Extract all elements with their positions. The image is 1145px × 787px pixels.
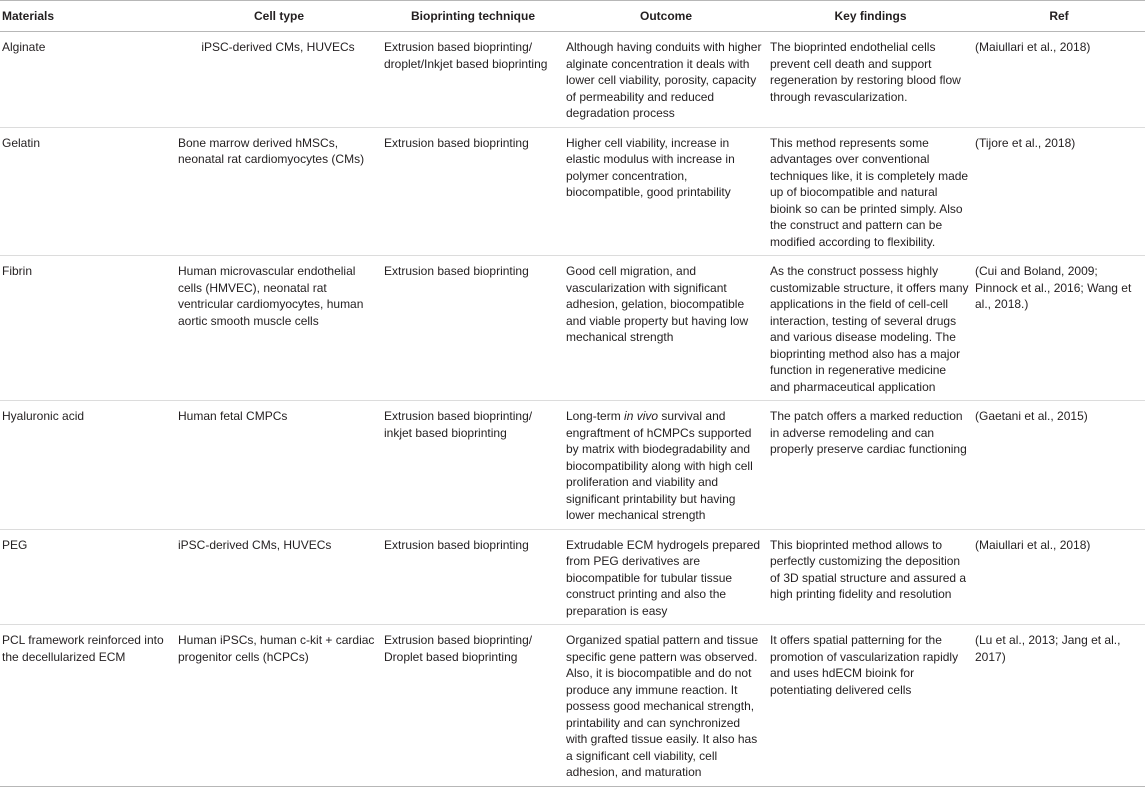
cell-outcome: Good cell migration, and vascularization with significant adhesion, gelation, biocompatible and viable property but having low mechanical strength — [564, 256, 768, 401]
cell-findings: The patch offers a marked reduction in adverse remodeling and can properly preserve cardiac functioning — [768, 401, 973, 530]
outcome-prefix: Long-term — [566, 409, 625, 423]
header-outcome: Outcome — [564, 1, 768, 32]
cell-technique: Extrusion based bioprinting/ Droplet based bioprinting — [382, 625, 564, 787]
cell-outcome: Organized spatial pattern and tissue specific gene pattern was observed. Also, it is biocompatible and do not produce any immune reaction. It possess good mechanical strength, printability and can synchronized with grafted tissue easily. It also has a significant cell viability, cell adhesion, and maturation — [564, 625, 768, 787]
cell-cell-type: Human microvascular endothelial cells (HMVEC), neonatal rat ventricular cardiomyocytes, human aortic smooth muscle cells — [176, 256, 382, 401]
cell-ref: (Maiullari et al., 2018) — [973, 32, 1145, 128]
table-row — [0, 625, 1145, 787]
outcome-italic: in vivo — [624, 409, 659, 423]
cell-technique: Extrusion based bioprinting — [382, 529, 564, 625]
outcome-suffix: survival and engraftment of hCMPCs supported by matrix with biodegradability and biocompatibility along with high cell proliferation and viability and significant printability but having lower mechanical strength — [566, 409, 753, 522]
cell-material: Alginate — [0, 32, 176, 128]
cell-findings: This method represents some advantages over conventional techniques like, it is completely made up of biocompatible and natural bioink so can be printed simply. Also the construct and pattern can be modified according to flexibility. — [768, 127, 973, 256]
header-ref: Ref — [973, 1, 1145, 32]
cell-outcome: Extrudable ECM hydrogels prepared from PEG derivatives are biocompatible for tubular tissue construct printing and also the preparation is easy — [564, 529, 768, 625]
cell-cell-type: Bone marrow derived hMSCs, neonatal rat cardiomyocytes (CMs) — [176, 127, 382, 256]
header-key-findings: Key findings — [768, 1, 973, 32]
table-row — [0, 256, 1145, 401]
header-bioprinting-technique: Bioprinting technique — [382, 1, 564, 32]
table-row — [0, 529, 1145, 625]
cell-cell-type: Human fetal CMPCs — [176, 401, 382, 530]
cell-cell-type: Human iPSCs, human c-kit + cardiac progenitor cells (hCPCs) — [176, 625, 382, 787]
cell-technique: Extrusion based bioprinting — [382, 127, 564, 256]
cell-findings: As the construct possess highly customizable structure, it offers many applications in the field of cell-cell interaction, testing of several drugs and various disease modeling. The bioprinting method also has a major function in regenerative medicine and pharmaceutical application — [768, 256, 973, 401]
cell-findings: It offers spatial patterning for the promotion of vascularization rapidly and uses hdECM bioink for potentiating delivered cells — [768, 625, 973, 787]
cell-material: PEG — [0, 529, 176, 625]
cell-material: PCL framework reinforced into the decellularized ECM — [0, 625, 176, 787]
header-cell-type: Cell type — [176, 1, 382, 32]
cell-ref: (Cui and Boland, 2009; Pinnock et al., 2016; Wang et al., 2018.) — [973, 256, 1145, 401]
cell-technique: Extrusion based bioprinting/ inkjet based bioprinting — [382, 401, 564, 530]
cell-material: Fibrin — [0, 256, 176, 401]
header-materials: Materials — [0, 1, 176, 32]
cell-ref: (Gaetani et al., 2015) — [973, 401, 1145, 530]
cell-technique: Extrusion based bioprinting/ droplet/Inkjet based bioprinting — [382, 32, 564, 128]
cell-cell-type: iPSC-derived CMs, HUVECs — [176, 529, 382, 625]
cell-technique: Extrusion based bioprinting — [382, 256, 564, 401]
cell-findings: This bioprinted method allows to perfectly customizing the deposition of 3D spatial structure and assured a high printing fidelity and resolution — [768, 529, 973, 625]
cell-outcome — [564, 401, 768, 530]
table-row — [0, 127, 1145, 256]
cell-outcome: Higher cell viability, increase in elastic modulus with increase in polymer concentration, biocompatible, good printability — [564, 127, 768, 256]
cell-material: Hyaluronic acid — [0, 401, 176, 530]
cell-outcome: Although having conduits with higher alginate concentration it deals with lower cell viability, porosity, capacity of permeability and reduced degradation process — [564, 32, 768, 128]
cell-cell-type: iPSC-derived CMs, HUVECs — [176, 32, 382, 128]
cell-findings: The bioprinted endothelial cells prevent cell death and support regeneration by restoring blood flow through revascularization. — [768, 32, 973, 128]
cell-ref: (Maiullari et al., 2018) — [973, 529, 1145, 625]
header-row — [0, 1, 1145, 32]
cell-ref: (Lu et al., 2013; Jang et al., 2017) — [973, 625, 1145, 787]
table-row — [0, 401, 1145, 530]
table-row — [0, 32, 1145, 128]
cell-ref: (Tijore et al., 2018) — [973, 127, 1145, 256]
cell-material: Gelatin — [0, 127, 176, 256]
